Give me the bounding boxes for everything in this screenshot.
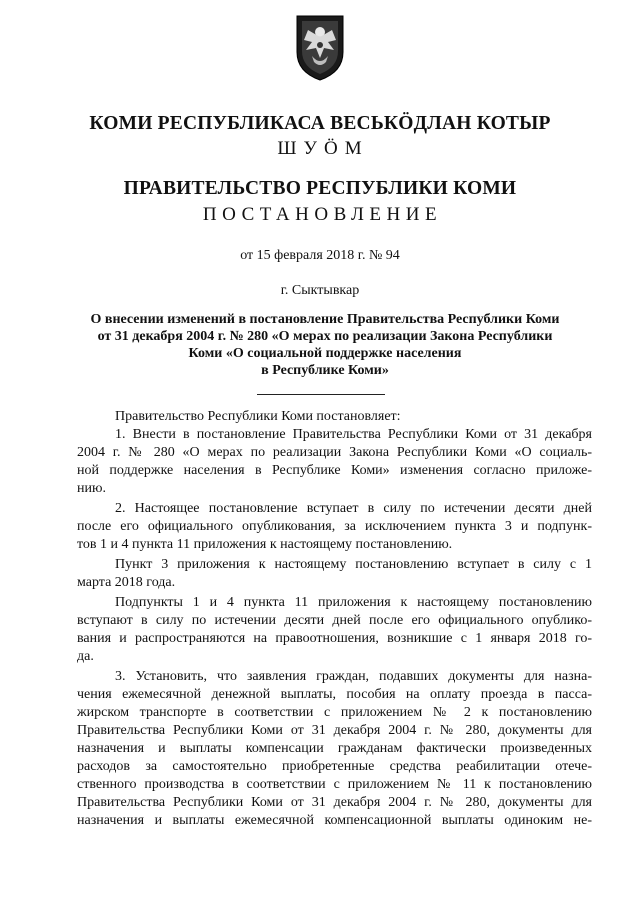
document-city: г. Сыктывкар: [280, 283, 360, 298]
p4-line-1: Подпункты 1 и 4 пункта 11 приложения к настоящему постановлению: [115, 595, 592, 610]
p5-line-2: чения ежемесячной денежной выплаты, пособия на оплату проезда в пасса-: [77, 687, 592, 702]
subject-line: Коми «О социальной поддержке населения: [188, 346, 462, 361]
p4-line-4: да.: [77, 649, 94, 664]
subject-line: О внесении изменений в постановление Правительства Республики Коми: [90, 312, 560, 327]
subject-divider: [257, 394, 385, 395]
p2-line-3: тов 1 и 4 пункта 11 приложения к настоящему постановлению.: [77, 537, 453, 552]
p5-line-8: Правительства Республики Коми от 31 декабря 2004 г. № 280, документы для: [77, 795, 592, 810]
intro-text: Правительство Республики Коми постановляет:: [115, 409, 401, 424]
p5-line-6: расходов за самостоятельно приобретенные средства реабилитации отече-: [77, 759, 592, 774]
komi-coat-of-arms-icon: [294, 12, 346, 82]
p5-line-5: назначения и выплаты компенсации гражданам фактически произведенных: [77, 741, 592, 756]
p3-line-2: марта 2018 года.: [77, 575, 176, 590]
p5-line-3: жирском транспорте в соответствии с приложением № 2 к постановлению: [77, 705, 592, 720]
p1-line-3: ной поддержке населения в Республике Коми» изменения согласно приложе-: [77, 463, 592, 478]
document-type: ПОСТАНОВЛЕНИЕ: [202, 204, 443, 225]
p5-line-4: Правительства Республики Коми от 31 декабря 2004 г. № 280, документы для: [77, 723, 592, 738]
p5-line-7: ственного производства в соответствии с приложением № 11 к постановлению: [77, 777, 592, 792]
p3-line-1: Пункт 3 приложения к настоящему постановлению вступает в силу с 1: [115, 557, 592, 572]
p1-line-1: 1. Внести в постановление Правительства Республики Коми от 31 декабря: [115, 427, 592, 442]
document-subject: [90, 311, 560, 379]
subject-line: от 31 декабря 2004 г. № 280 «О мерах по реализации Закона Республики: [97, 329, 553, 344]
p5-line-9: назначения и выплаты ежемесячной компенсационной выплаты одиноким не-: [77, 813, 592, 828]
p4-line-3: вания и распространяются на правоотношения, возникшие с 1 января 2018 го-: [77, 631, 592, 646]
komi-organization-title: КОМИ РЕСПУБЛИКАСА ВЕСЬКÖДЛАН КОТЫР: [89, 113, 551, 134]
p5-line-1: 3. Установить, что заявления граждан, подавших документы для назна-: [115, 669, 592, 684]
subject-line: в Республике Коми»: [261, 363, 389, 378]
p4-line-2: вступают в силу по истечении десяти дней после его официального опублико-: [77, 613, 592, 628]
p1-line-2: 2004 г. № 280 «О мерах по реализации Закона Республики Коми «О социаль-: [77, 445, 592, 460]
p1-line-4: нию.: [77, 481, 106, 496]
p2-line-2: после его официального опубликования, за исключением пункта 3 и подпунк-: [77, 519, 592, 534]
komi-document-type: ШУÖМ: [277, 138, 369, 159]
document-date-number: от 15 февраля 2018 г. № 94: [240, 248, 400, 263]
government-title: ПРАВИТЕЛЬСТВО РЕСПУБЛИКИ КОМИ: [123, 178, 517, 199]
p2-line-1: 2. Настоящее постановление вступает в силу по истечении десяти дней: [115, 501, 592, 516]
